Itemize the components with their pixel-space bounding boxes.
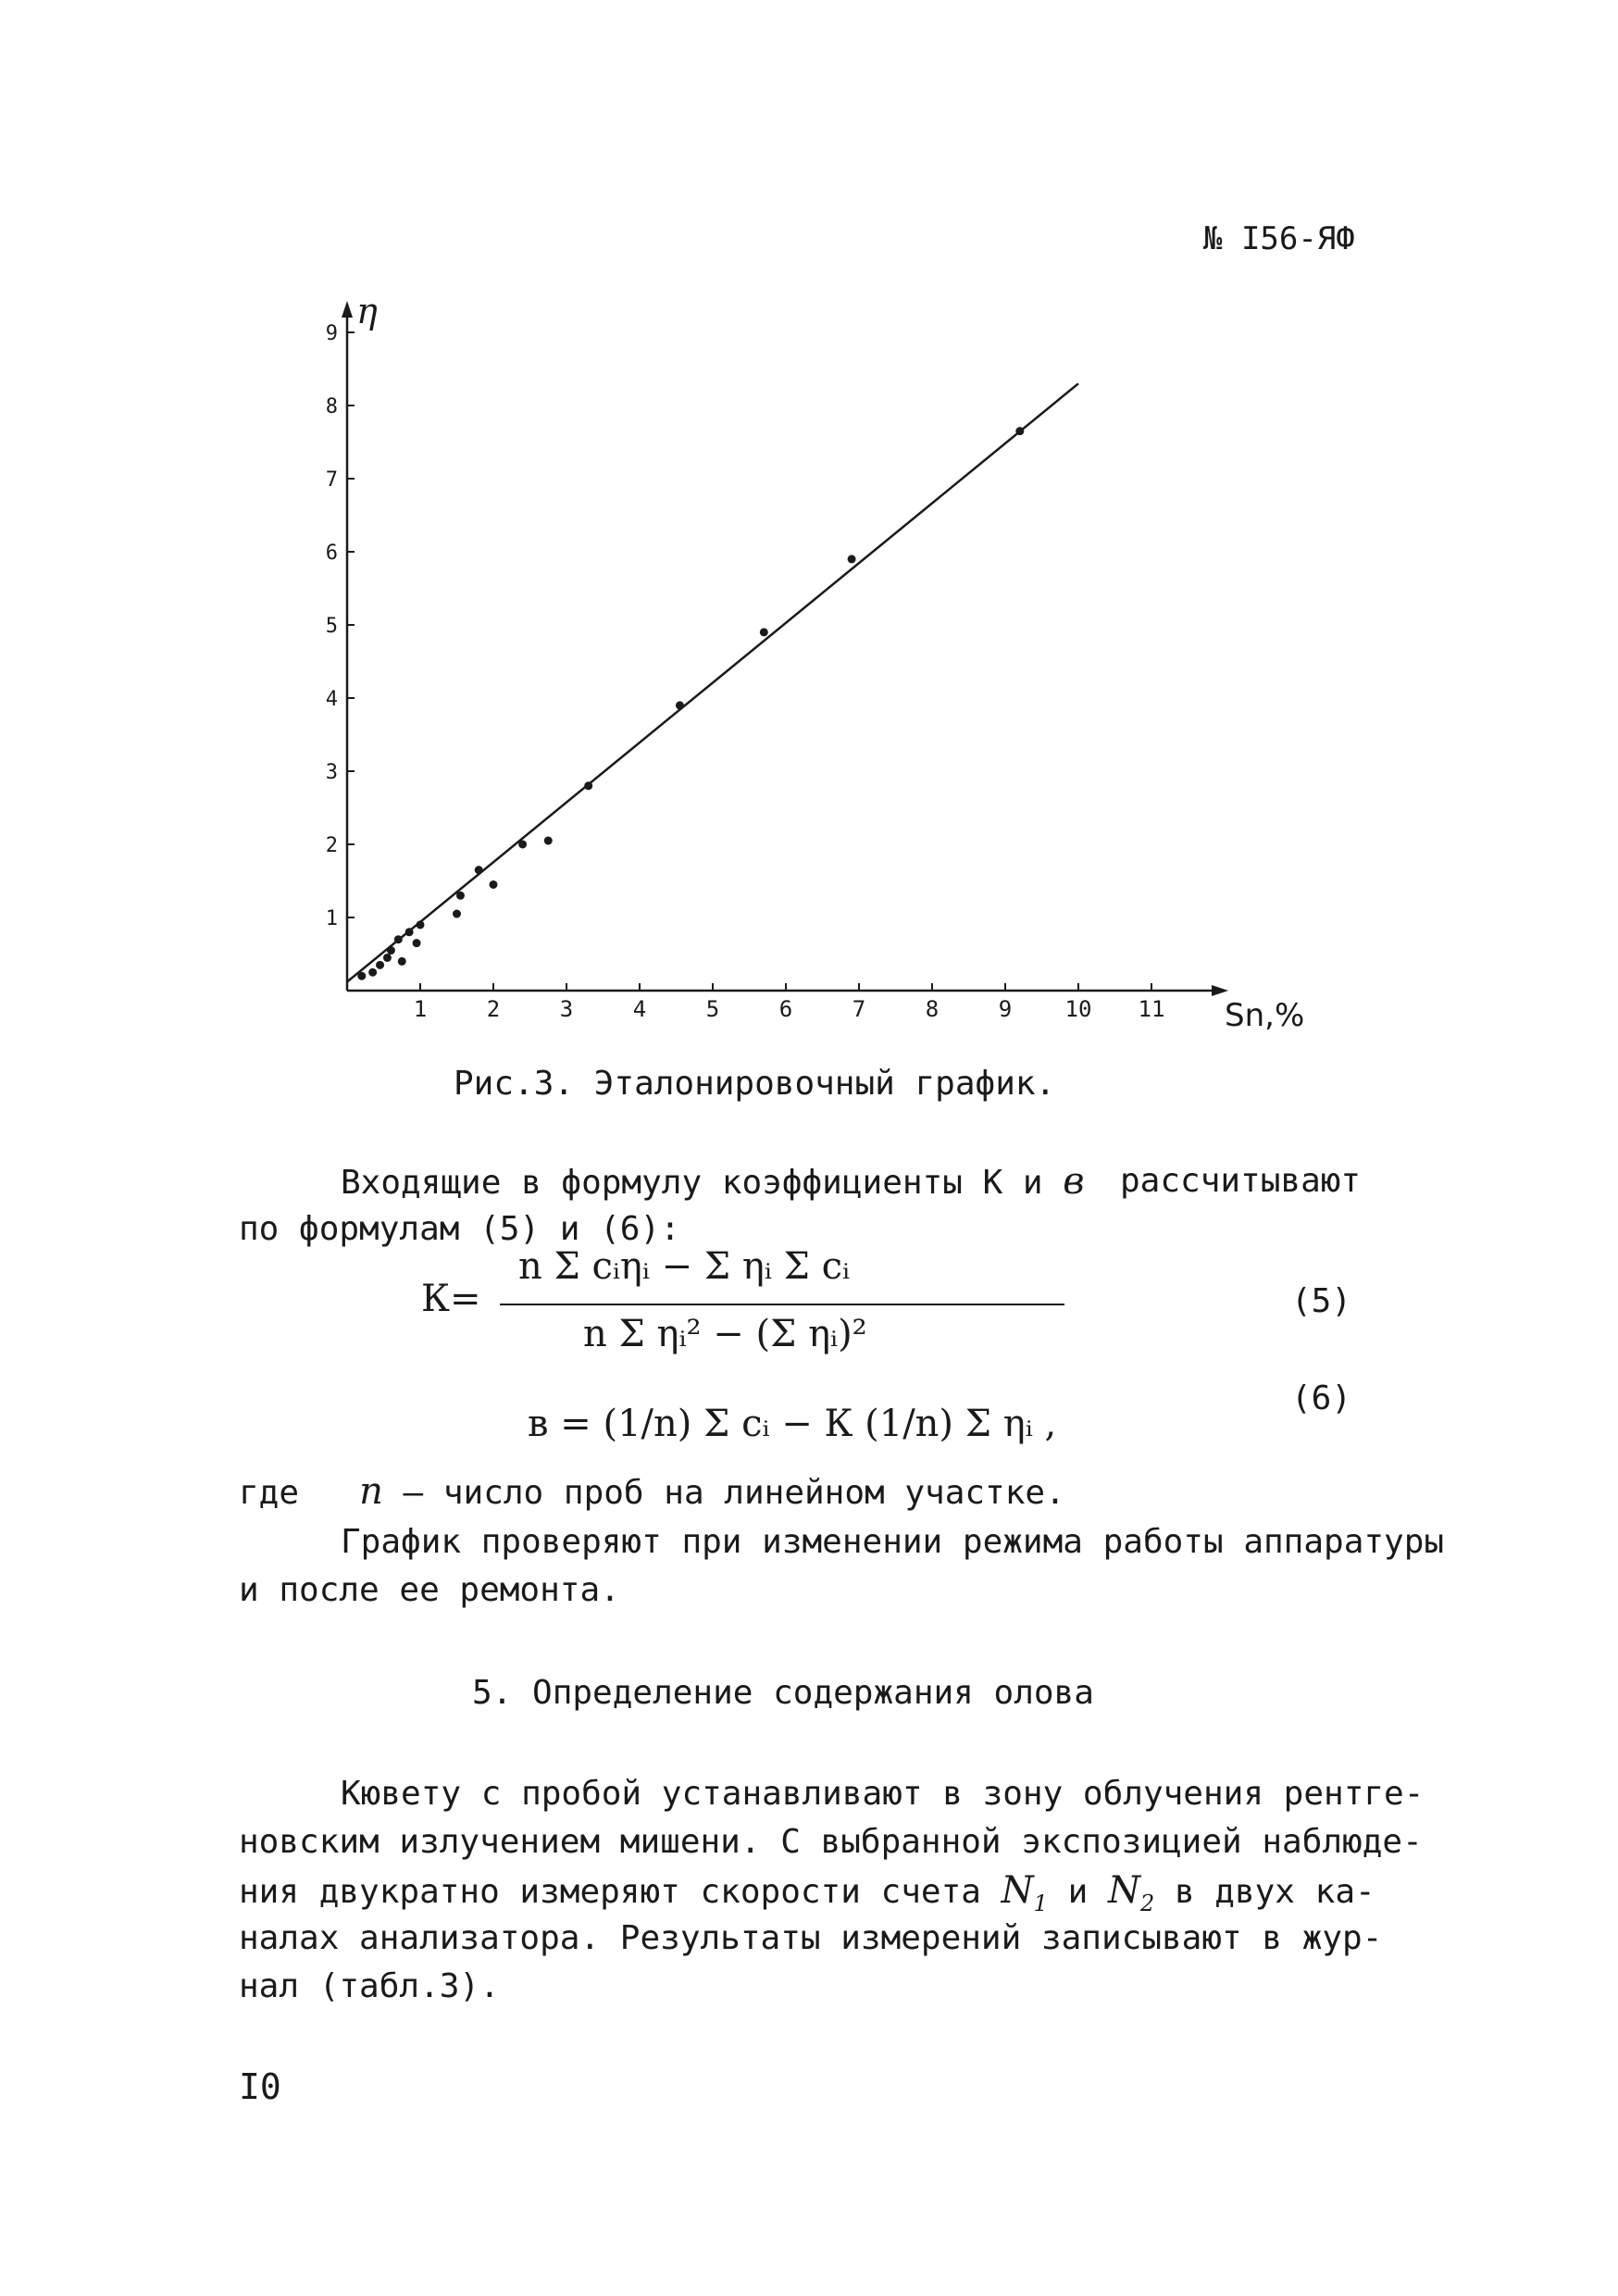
formula6-expression: в = (1/n) Σ cᵢ − К (1/n) Σ ηᵢ , xyxy=(528,1403,1057,1445)
data-point-10 xyxy=(417,920,425,929)
where-text: – число проб на линейном участке. xyxy=(403,1474,1065,1512)
data-point-4 xyxy=(383,954,392,962)
para3-line3-text: ния двукратно измеряют скорости счета xyxy=(239,1873,981,1911)
y-tick-label-8: 8 xyxy=(325,395,338,418)
data-point-8 xyxy=(405,928,414,936)
y-tick-label-9: 9 xyxy=(325,322,338,345)
chart-ticks xyxy=(326,291,1305,1034)
coef-b-symbol: в xyxy=(1063,1160,1085,1203)
x-tick-label-5: 5 xyxy=(705,996,720,1022)
data-point-1 xyxy=(357,972,366,980)
y-axis-label: η xyxy=(356,291,378,331)
calibration-chart xyxy=(305,278,1305,1046)
para3-line2: новским излучением мишени. С выбранной экспозицией наблюде- xyxy=(239,1823,1423,1861)
y-tick-label-4: 4 xyxy=(325,688,338,711)
data-point-19 xyxy=(760,628,768,636)
x-tick-label-2: 2 xyxy=(486,996,501,1022)
formula5-numerator: n Σ cᵢηᵢ − Σ ηᵢ Σ cᵢ xyxy=(518,1245,851,1288)
data-point-5 xyxy=(387,946,395,955)
data-point-11 xyxy=(453,910,461,918)
data-point-14 xyxy=(490,880,498,889)
y-tick-label-2: 2 xyxy=(325,834,338,857)
x-tick-label-10: 10 xyxy=(1064,996,1092,1022)
x-tick-label-1: 1 xyxy=(413,996,428,1022)
x-tick-label-3: 3 xyxy=(559,996,574,1022)
fit-line-group xyxy=(347,383,1078,981)
where-prefix: где xyxy=(239,1474,300,1512)
data-point-9 xyxy=(413,939,421,947)
x-axis-label: Sn,% xyxy=(1225,997,1305,1034)
x-tick-label-8: 8 xyxy=(925,996,940,1022)
x-tick-label-7: 7 xyxy=(852,996,866,1022)
data-point-6 xyxy=(394,935,403,943)
y-axis-arrow xyxy=(342,301,353,318)
data-point-2 xyxy=(368,968,377,977)
y-tick-label-3: 3 xyxy=(325,761,338,784)
para1-line1-end: рассчитывают xyxy=(1120,1162,1362,1200)
x-tick-label-11: 11 xyxy=(1138,996,1165,1022)
formula5-number: (5) xyxy=(1291,1282,1352,1320)
para3-line4: налах анализатора. Результаты измерений записывают в жур- xyxy=(239,1919,1383,1957)
y-tick-label-1: 1 xyxy=(325,907,338,930)
page-number: I0 xyxy=(239,2066,281,2107)
data-point-15 xyxy=(518,841,527,849)
data-point-16 xyxy=(544,837,553,845)
n-symbol: n xyxy=(359,1470,383,1513)
formula6-number: (6) xyxy=(1291,1379,1352,1417)
n1-symbol: $N_1$ xyxy=(1001,1869,1048,1916)
x-axis-arrow xyxy=(1212,985,1228,996)
data-point-20 xyxy=(848,555,856,563)
para3-line1: Кювету с пробой устанавливают в зону облучения рентге- xyxy=(341,1775,1425,1813)
where-line xyxy=(239,1467,1065,1517)
chart-axes xyxy=(342,301,1228,996)
fit-line xyxy=(347,383,1078,981)
para2-line2: и после ее ремонта. xyxy=(239,1571,620,1609)
n2-symbol: $N_2$ xyxy=(1107,1869,1155,1916)
figure-caption: Рис.3. Эталонировочный график. xyxy=(454,1065,1056,1103)
y-tick-label-7: 7 xyxy=(325,468,338,492)
para2-line1: График проверяют при изменении режима работы аппаратуры xyxy=(341,1523,1445,1561)
and-word: и xyxy=(1067,1873,1089,1911)
x-tick-label-6: 6 xyxy=(778,996,793,1022)
formula5-lhs: К= xyxy=(421,1278,481,1320)
para3-line3-end: в двух ка- xyxy=(1174,1873,1375,1911)
section-heading: 5. Определение содержания олова xyxy=(472,1674,1094,1712)
data-point-12 xyxy=(456,892,465,900)
para3-line5: нал (табл.3). xyxy=(239,1967,500,2005)
para1-line2: по формулам (5) и (6): xyxy=(239,1210,680,1248)
formula5-fraction-bar xyxy=(500,1304,1064,1305)
data-point-18 xyxy=(676,701,684,709)
x-tick-label-9: 9 xyxy=(998,996,1013,1022)
document-number: № I56-ЯФ xyxy=(1203,220,1355,257)
y-tick-label-6: 6 xyxy=(325,542,338,565)
data-point-7 xyxy=(398,957,406,966)
data-point-3 xyxy=(376,961,384,969)
para1-line1 xyxy=(341,1157,1085,1207)
data-point-21 xyxy=(1015,427,1024,435)
x-tick-label-4: 4 xyxy=(632,996,647,1022)
data-point-17 xyxy=(584,781,592,790)
formula5-denominator: n Σ ηᵢ² − (Σ ηᵢ)² xyxy=(583,1313,867,1355)
data-point-13 xyxy=(475,866,483,874)
para1-text-a: Входящие в формулу коэффициенты К и xyxy=(341,1164,1043,1202)
y-tick-label-5: 5 xyxy=(325,615,338,638)
